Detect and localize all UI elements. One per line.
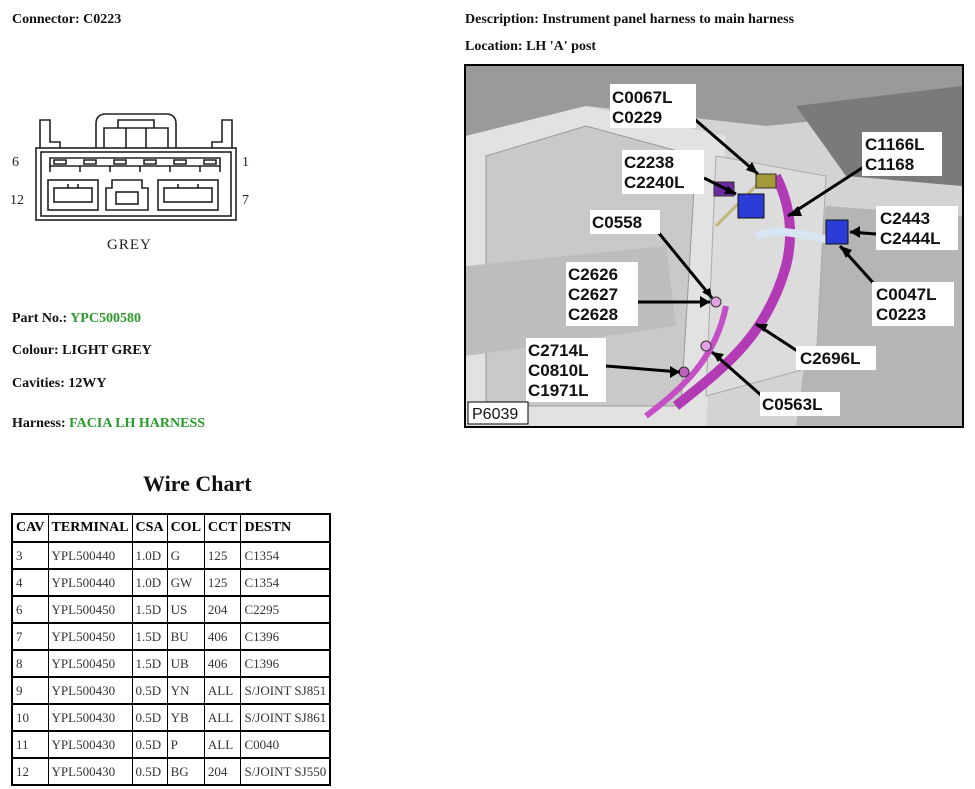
- part-no-label: Part No.:: [12, 311, 68, 326]
- cell-terminal: YPL500450: [48, 596, 132, 623]
- cell-cct: ALL: [204, 704, 241, 731]
- cell-col: YN: [167, 677, 204, 704]
- cell-col: BG: [167, 758, 204, 785]
- cell-cct: 125: [204, 569, 241, 596]
- table-row: [12, 731, 330, 758]
- cell-col: US: [167, 596, 204, 623]
- header-cav: CAV: [12, 514, 48, 542]
- harness-value: FACIA LH HARNESS: [69, 416, 206, 431]
- location-label: Location:: [465, 39, 523, 54]
- header-terminal: TERMINAL: [48, 514, 132, 542]
- table-row: [12, 623, 330, 650]
- label-c1971l: C1971L: [528, 381, 589, 400]
- cell-cct: ALL: [204, 731, 241, 758]
- description-line: [465, 12, 794, 28]
- cell-col: P: [167, 731, 204, 758]
- cell-terminal: YPL500440: [48, 542, 132, 569]
- cell-cav: 9: [12, 677, 48, 704]
- cell-csa: 1.0D: [132, 569, 167, 596]
- cell-cct: 406: [204, 623, 241, 650]
- wire-chart-title: Wire Chart: [143, 471, 252, 496]
- label-c2696l: C2696L: [800, 349, 861, 368]
- label-c0223: C0223: [876, 305, 927, 324]
- cell-terminal: YPL500430: [48, 677, 132, 704]
- cell-col: GW: [167, 569, 204, 596]
- cell-cav: 8: [12, 650, 48, 677]
- cell-cav: 12: [12, 758, 48, 785]
- wire-chart-header-row: [12, 514, 330, 542]
- cavities-label: Cavities:: [12, 376, 65, 391]
- label-c2628: C2628: [568, 305, 619, 324]
- colour-label: Colour:: [12, 343, 59, 358]
- pin-label-6: 6: [12, 155, 19, 170]
- cell-terminal: YPL500440: [48, 569, 132, 596]
- location-value: LH 'A' post: [526, 39, 597, 54]
- label-c2443: C2443: [880, 209, 931, 228]
- cell-csa: 0.5D: [132, 677, 167, 704]
- cell-col: BU: [167, 623, 204, 650]
- location-line: [465, 39, 596, 55]
- header-destn: DESTN: [241, 514, 330, 542]
- label-c2626: C2626: [568, 265, 619, 284]
- cell-destn: C2295: [241, 596, 330, 623]
- cell-destn: C0040: [241, 731, 330, 758]
- cell-destn: C1396: [241, 623, 330, 650]
- label-c2240l: C2240L: [624, 173, 685, 192]
- cavities-value: 12WY: [68, 376, 107, 391]
- cell-cav: 7: [12, 623, 48, 650]
- wire-chart-body: [12, 542, 330, 785]
- cell-cav: 4: [12, 569, 48, 596]
- cell-terminal: YPL500450: [48, 650, 132, 677]
- label-c2444l: C2444L: [880, 229, 941, 248]
- colour-value: LIGHT GREY: [62, 343, 152, 358]
- connector-label: Connector:: [12, 12, 80, 27]
- cell-csa: 1.5D: [132, 623, 167, 650]
- label-c1166l: C1166L: [865, 135, 925, 154]
- connector-face-diagram: [8, 112, 258, 262]
- label-c0563l: C0563L: [762, 395, 823, 414]
- harness-line: [12, 416, 205, 432]
- header-cct: CCT: [204, 514, 241, 542]
- header-csa: CSA: [132, 514, 167, 542]
- cell-cct: 204: [204, 758, 241, 785]
- table-row: [12, 677, 330, 704]
- label-c1168: C1168: [865, 155, 915, 174]
- cell-cct: 406: [204, 650, 241, 677]
- cell-terminal: YPL500430: [48, 731, 132, 758]
- label-c0047l: C0047L: [876, 285, 937, 304]
- pin-label-12: 12: [10, 193, 24, 208]
- table-row: [12, 569, 330, 596]
- cell-cav: 10: [12, 704, 48, 731]
- table-row: [12, 758, 330, 785]
- cell-destn: S/JOINT SJ861: [241, 704, 330, 731]
- cell-cav: 11: [12, 731, 48, 758]
- cell-csa: 0.5D: [132, 731, 167, 758]
- cell-destn: S/JOINT SJ550: [241, 758, 330, 785]
- cell-csa: 1.5D: [132, 650, 167, 677]
- cell-col: YB: [167, 704, 204, 731]
- cell-cav: 6: [12, 596, 48, 623]
- description-value: Instrument panel harness to main harness: [542, 12, 795, 27]
- connector-value: C0223: [83, 12, 122, 27]
- part-no-value: YPC500580: [70, 311, 141, 326]
- cell-csa: 0.5D: [132, 704, 167, 731]
- cell-cct: ALL: [204, 677, 241, 704]
- pin-label-1: 1: [242, 155, 249, 170]
- label-c2627: C2627: [568, 285, 619, 304]
- cell-terminal: YPL500450: [48, 623, 132, 650]
- cell-col: UB: [167, 650, 204, 677]
- cell-destn: C1354: [241, 542, 330, 569]
- cell-csa: 1.0D: [132, 542, 167, 569]
- colour-line: [12, 343, 152, 359]
- connector-line: [12, 12, 121, 28]
- location-photo: [464, 64, 964, 428]
- table-row: [12, 650, 330, 677]
- cell-cav: 3: [12, 542, 48, 569]
- label-c0810l: C0810L: [528, 361, 589, 380]
- cell-cct: 204: [204, 596, 241, 623]
- description-label: Description:: [465, 12, 539, 27]
- figure-id: P6039: [472, 406, 519, 423]
- cell-terminal: YPL500430: [48, 704, 132, 731]
- location-illustration: [466, 66, 962, 426]
- label-c2714l: C2714L: [528, 341, 589, 360]
- harness-label: Harness:: [12, 416, 66, 431]
- cell-terminal: YPL500430: [48, 758, 132, 785]
- cell-col: G: [167, 542, 204, 569]
- header-col: COL: [167, 514, 204, 542]
- cell-destn: C1396: [241, 650, 330, 677]
- cell-destn: S/JOINT SJ851: [241, 677, 330, 704]
- pin-label-7: 7: [242, 193, 249, 208]
- table-row: [12, 704, 330, 731]
- cell-cct: 125: [204, 542, 241, 569]
- table-row: [12, 596, 330, 623]
- cell-csa: 0.5D: [132, 758, 167, 785]
- wire-chart-table: [11, 513, 331, 786]
- cell-destn: C1354: [241, 569, 330, 596]
- cell-csa: 1.5D: [132, 596, 167, 623]
- label-c2238: C2238: [624, 153, 675, 172]
- part-no-line: [12, 311, 141, 327]
- label-c0067l: C0067L: [612, 88, 673, 107]
- label-c0229: C0229: [612, 108, 663, 127]
- table-row: [12, 542, 330, 569]
- cavities-line: [12, 376, 107, 392]
- connector-colour-caption: GREY: [107, 237, 152, 253]
- label-c0558: C0558: [592, 213, 643, 232]
